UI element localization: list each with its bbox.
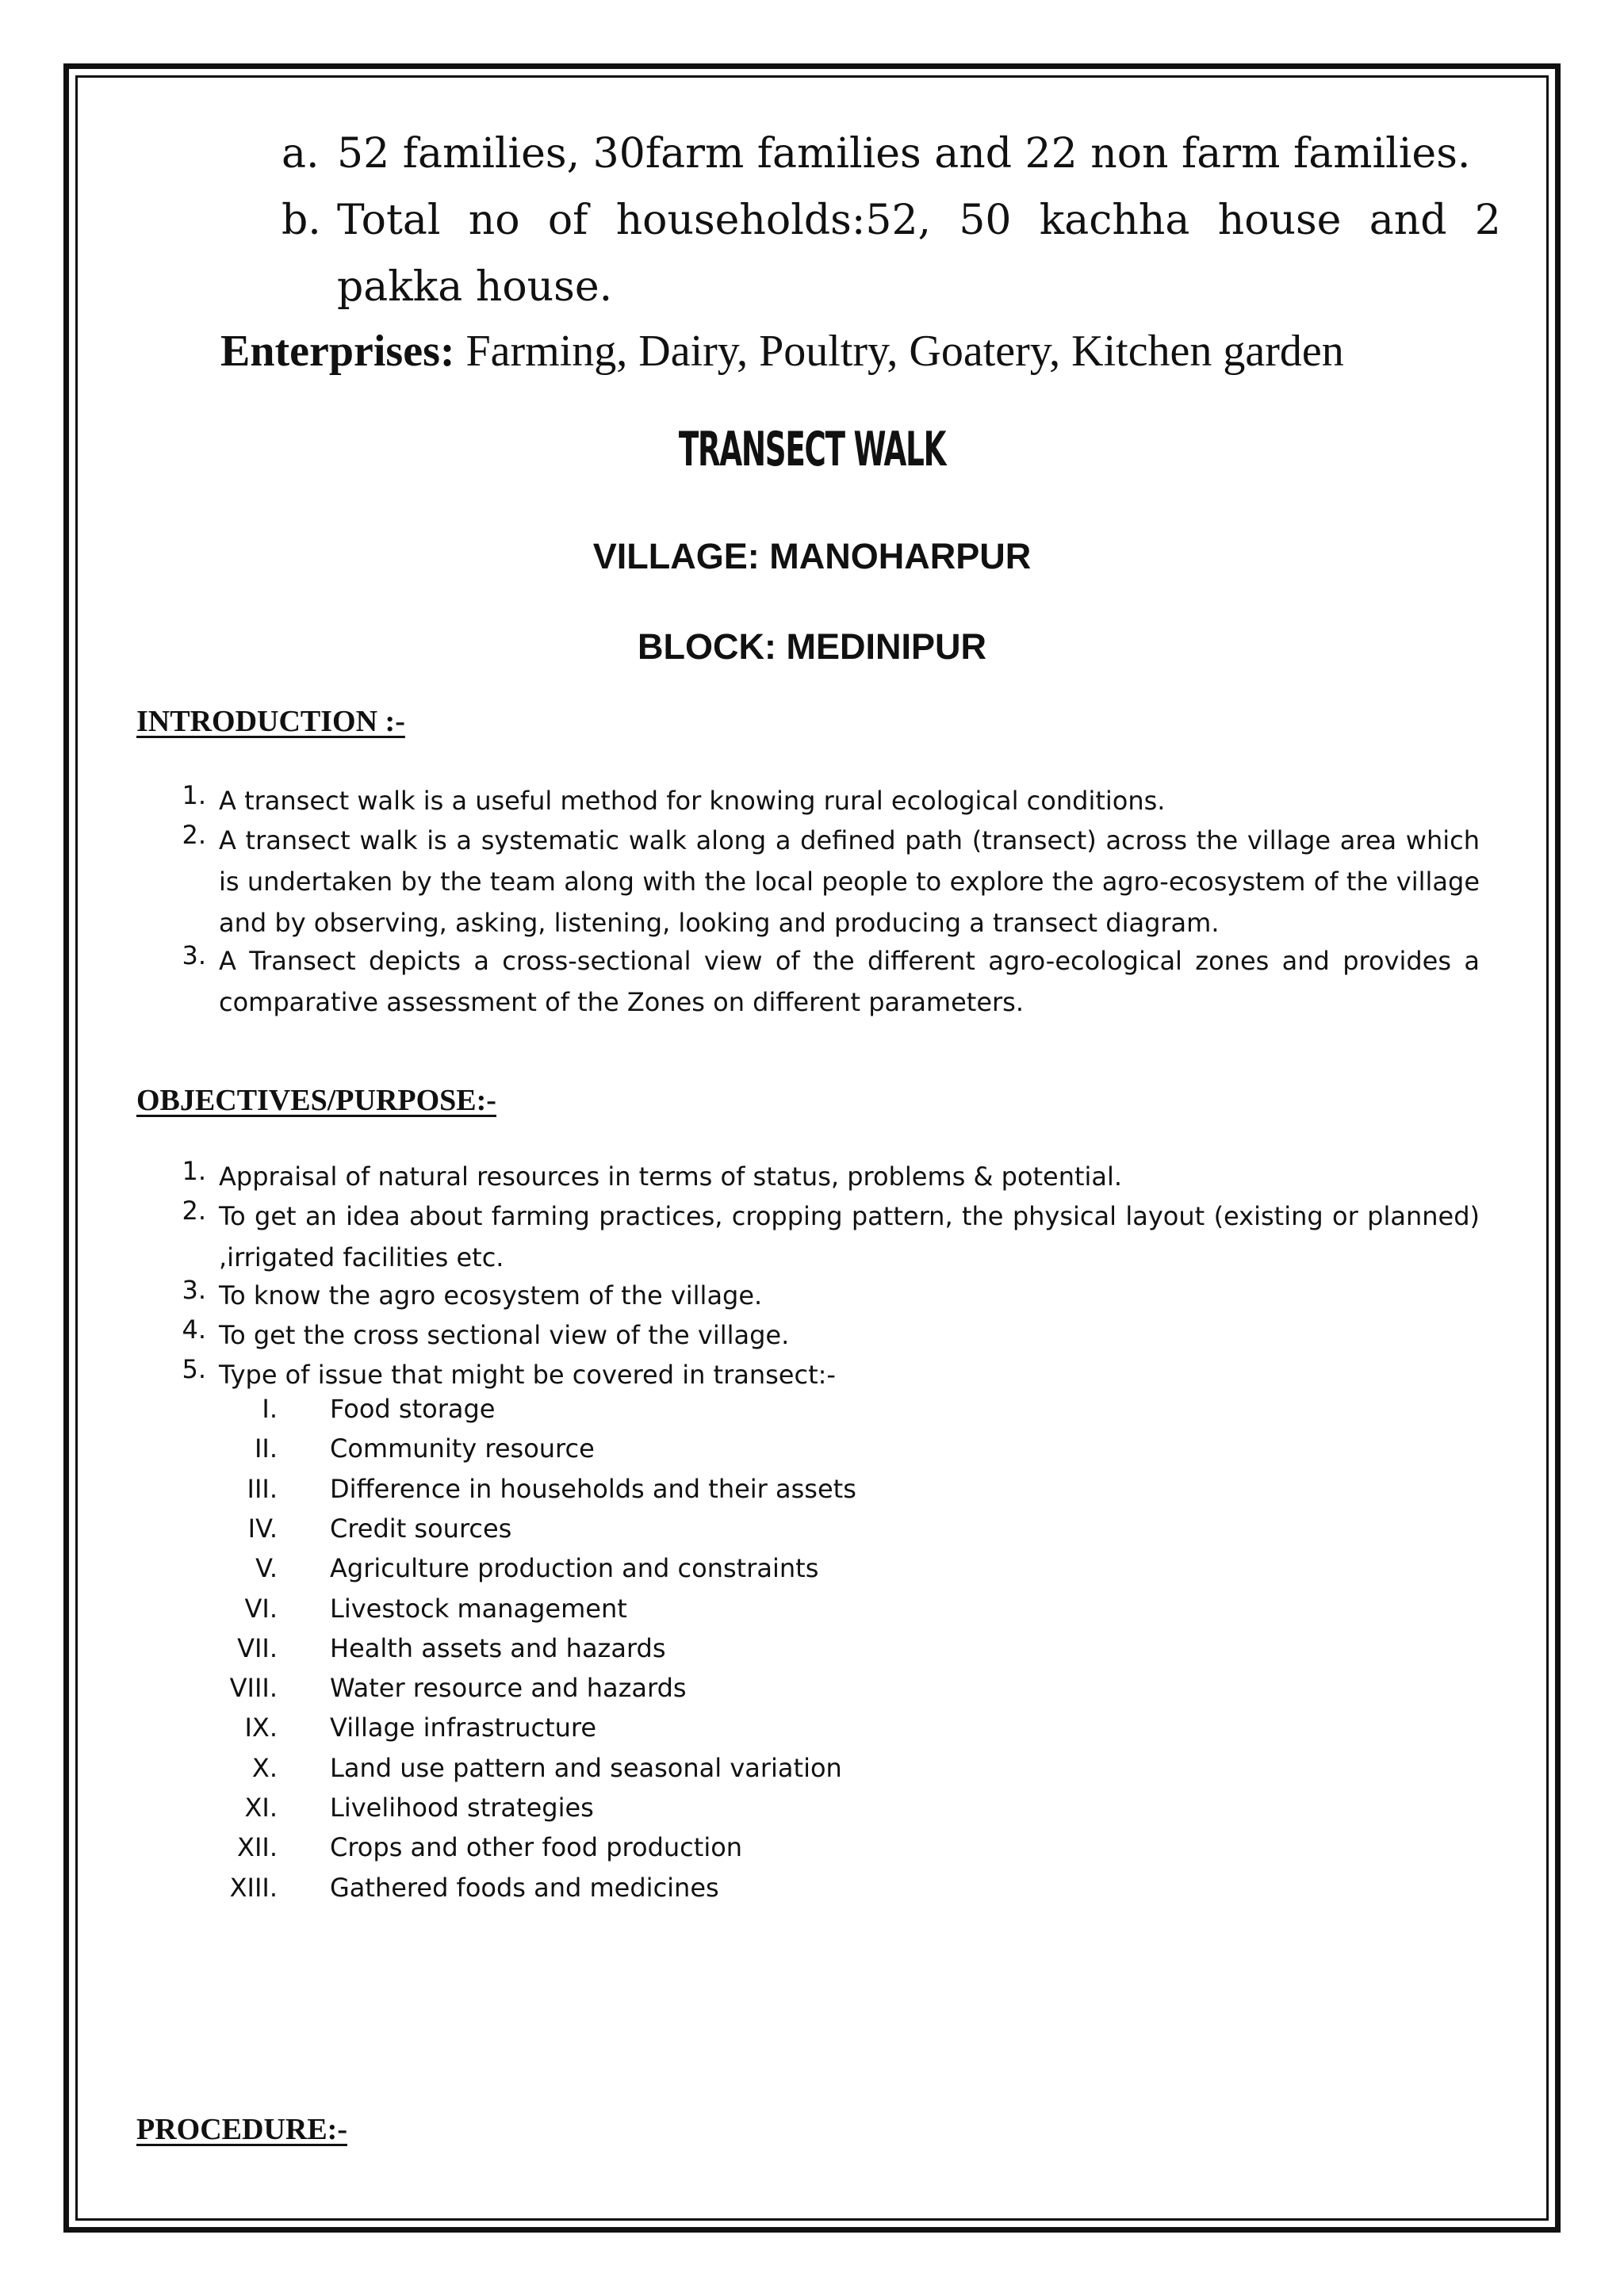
item-text: Type of issue that might be covered in transect:- [219,1360,836,1390]
item-number: 1. [182,780,206,810]
summary-word: Total [337,197,441,244]
summary-word: and [1369,197,1447,244]
item-text: Crops and other food production [330,1832,743,1863]
item-text: Credit sources [330,1513,512,1544]
item-text: Food storage [330,1394,496,1424]
introduction-heading: INTRODUCTION :- [136,705,405,738]
item-text: Land use pattern and seasonal variation [330,1752,842,1783]
item-number: IV. [247,1513,278,1544]
item-text: To know the agro ecosystem of the village. [219,1280,763,1311]
item-text: Community resource [330,1433,595,1464]
item-number: 3. [182,1275,206,1305]
summary-word: no [468,197,520,244]
item-number: VIII. [229,1673,278,1704]
summary-text [337,187,1501,320]
item-number: VII. [237,1632,278,1663]
item-text: To get an idea about farming practices, cropping pattern, the physical layout (existing or planned) ,irrigated facilities etc. [219,1201,1480,1272]
summary-word: of [547,197,588,244]
summary-word: households:52, [615,197,932,244]
procedure-heading: PROCEDURE:- [136,2113,347,2146]
item-text: Difference in households and their assets [330,1473,856,1504]
summary-marker: b. [282,197,321,244]
item-text: To get the cross sectional view of the village. [219,1320,790,1350]
item-number: 3. [182,940,206,970]
enterprises-line [220,323,1344,379]
item-text: Village infrastructure [330,1712,597,1743]
item-number: 2. [182,820,206,850]
item-number: 2. [182,1196,206,1226]
item-number: I. [262,1394,278,1424]
summary-item-b [282,187,1511,322]
item-number: V. [255,1553,278,1584]
item-text: A Transect depicts a cross-sectional view of the different agro-ecological zones and provides a comparative assessment of the Zones on different parameters. [219,946,1480,1017]
item-number: VI. [244,1593,278,1624]
summary-marker: a. [282,130,320,178]
block-heading: BLOCK: MEDINIPUR [638,626,986,667]
item-text: A transect walk is a systematic walk along a defined path (transect) across the village area which is undertaken by the team along with the local people to explore the agro-ecosystem of the village and by observing, asking, listening, looking and producing a transect diagram. [219,825,1480,938]
village-heading: VILLAGE: MANOHARPUR [592,536,1032,576]
objectives-heading: OBJECTIVES/PURPOSE:- [136,1084,496,1117]
item-text: Health assets and hazards [330,1632,666,1663]
item-number: 4. [182,1314,206,1345]
item-number: 5. [182,1354,206,1384]
summary-word: 2 [1474,197,1501,244]
item-number: XIII. [229,1872,278,1903]
summary-text-line2: pakka house. [337,263,613,311]
item-text: Livestock management [330,1593,627,1624]
page-title: TRANSECT WALK [678,422,946,477]
item-number: XII. [237,1832,278,1863]
item-text: Agriculture production and constraints [330,1553,819,1584]
item-number: III. [247,1473,278,1504]
item-number: 1. [182,1156,206,1186]
item-text: Gathered foods and medicines [330,1872,719,1903]
item-text: Water resource and hazards [330,1673,687,1704]
page-border-inner [75,75,1549,2221]
item-number: X. [251,1752,278,1783]
summary-word: house [1217,197,1342,244]
item-text: Appraisal of natural resources in terms of status, problems & potential. [219,1161,1123,1192]
summary-word: kachha [1039,197,1190,244]
item-text: Livelihood strategies [330,1793,594,1823]
summary-word: 50 [959,197,1012,244]
summary-text: 52 families, 30farm families and 22 non farm families. [337,130,1471,178]
enterprises-label: Enterprises: [220,327,455,376]
item-number: IX. [244,1712,278,1743]
item-text: A transect walk is a useful method for knowing rural ecological conditions. [219,786,1166,816]
summary-text-line1 [337,187,1501,254]
enterprises-value: Farming, Dairy, Poultry, Goatery, Kitchen garden [454,327,1344,376]
item-number: XI. [244,1793,278,1823]
item-number: II. [254,1433,278,1464]
